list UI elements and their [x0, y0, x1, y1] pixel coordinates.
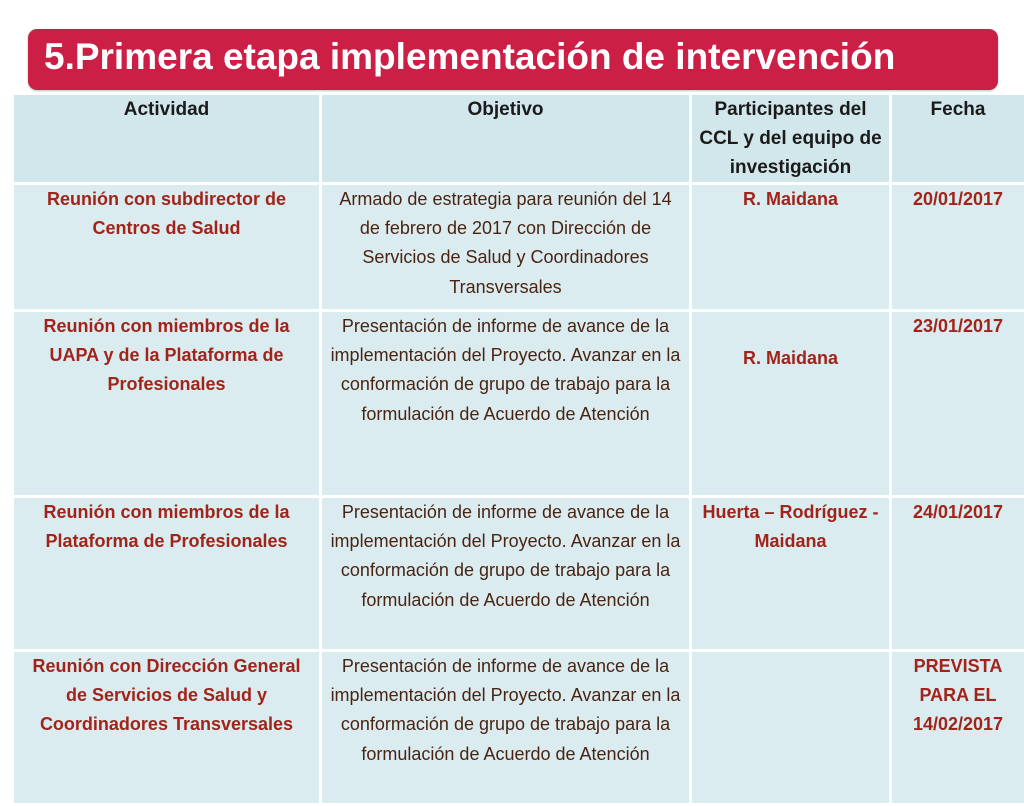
- objective-cell: Presentación de informe de avance de la implementación del Proyecto. Avanzar en la conformación de grupo de trabajo para la formulación de Acuerdo de Atención: [321, 497, 691, 651]
- participants-cell: R. Maidana: [691, 311, 891, 497]
- table-header-row: [13, 94, 1024, 184]
- header-activity: Actividad: [13, 94, 321, 184]
- header-date: Fecha: [891, 94, 1024, 184]
- slide-title: 5.Primera etapa implementación de intervención: [44, 33, 895, 81]
- objective-cell: Presentación de informe de avance de la implementación del Proyecto. Avanzar en la conformación de grupo de trabajo para la formulación de Acuerdo de Atención: [321, 651, 691, 805]
- activity-cell: Reunión con subdirector de Centros de Salud: [13, 184, 321, 311]
- activity-cell: Reunión con Dirección General de Servicios de Salud y Coordinadores Transversales: [13, 651, 321, 805]
- date-cell: 24/01/2017: [891, 497, 1024, 651]
- date-cell: 23/01/2017: [891, 311, 1024, 497]
- activities-table: [11, 92, 1024, 806]
- header-objective: Objetivo: [321, 94, 691, 184]
- activity-cell: Reunión con miembros de la UAPA y de la Plataforma de Profesionales: [13, 311, 321, 497]
- participants-cell: R. Maidana: [691, 184, 891, 311]
- table-row: [13, 184, 1024, 311]
- table-row: [13, 497, 1024, 651]
- header-participants: Participantes del CCL y del equipo de investigación: [691, 94, 891, 184]
- participants-cell: [691, 651, 891, 805]
- objective-cell: Armado de estrategia para reunión del 14 de febrero de 2017 con Dirección de Servicios de Salud y Coordinadores Transversales: [321, 184, 691, 311]
- participants-cell: Huerta – Rodríguez - Maidana: [691, 497, 891, 651]
- table-row: [13, 651, 1024, 805]
- objective-cell: Presentación de informe de avance de la implementación del Proyecto. Avanzar en la conformación de grupo de trabajo para la formulación de Acuerdo de Atención: [321, 311, 691, 497]
- date-cell: 20/01/2017: [891, 184, 1024, 311]
- date-cell: PREVISTA PARA EL 14/02/2017: [891, 651, 1024, 805]
- activity-cell: Reunión con miembros de la Plataforma de Profesionales: [13, 497, 321, 651]
- table-row: [13, 311, 1024, 497]
